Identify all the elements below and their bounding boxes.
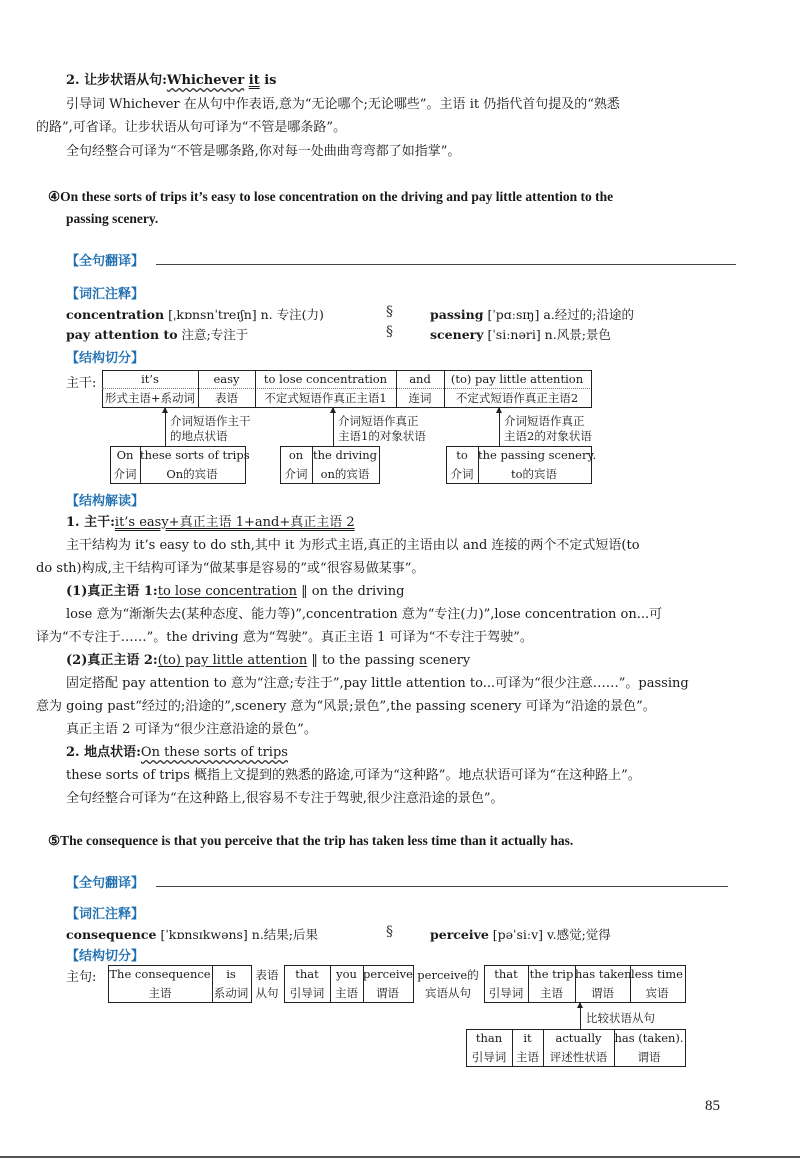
role: 表语 [255,968,279,982]
note: 介词短语作真正 主语2的对象状语 [504,414,592,443]
paragraph: 译为“不专注于……”。the driving 意为“驾驶”。真正主语 1 可译为“不专注于驾驶”。 [36,630,533,645]
answer-line [156,886,728,887]
answer-line [156,264,736,265]
role: 主语 [516,1050,539,1064]
vocab-item: passing [ˈpɑːsɪŋ] a.经过的;沿途的 [430,307,634,322]
divider-icon: § [386,324,393,340]
sub-role: on的宾语 [320,467,370,481]
sentence-number: ④ [48,189,61,204]
note: 比较状语从句 [586,1011,655,1025]
vocab-item: consequence [ˈkɒnsɪkwəns] n.结果;后果 [66,927,319,942]
cell: that [295,967,319,981]
paragraph: lose 意为“渐渐失去(某种态度、能力等)”,concentration 意为“专注(力)”,lose concentration on...可 [66,607,663,622]
divider-icon: § [386,924,393,940]
explain-main: 1. 主干:it’s easy+真正主语 1+and+真正主语 2 [66,515,355,530]
paragraph: do sth)构成,主干结构可译为“做某事是容易的”或“很容易做某事”。 [36,561,425,576]
cell: it [523,1031,532,1045]
cell: that [494,967,518,981]
paragraph: 真正主语 2 可译为“很少注意沿途的景色”。 [66,722,317,737]
role: 从句 [255,986,279,1000]
main-cell: to lose concentration [263,372,388,386]
note: 介词短语作真正 主语1的对象状语 [338,414,426,443]
sub-role: to的宾语 [510,467,558,481]
divider-icon: § [386,304,393,320]
paragraph: 意为 going past“经过的;沿途的”,scenery 意为“风景;景色”,the passing scenery 可译为“沿途的景色”。 [36,699,656,714]
paragraph: 的路”,可省译。让步状语从句可译为“不管是哪条路”。 [36,120,347,135]
cell: than [475,1031,503,1045]
sub-cell: the driving [313,448,377,462]
sub-cell: on [288,448,304,462]
paragraph: these sorts of trips 概指上文提到的熟悉的路途,可译为“这种路”。地点状语可译为“在这种路上”。 [66,768,641,783]
sentence-4: ④On these sorts of trips it’s easy to lose concentration on the driving and pay little attention to the [48,189,614,204]
vocab-item: perceive [pəˈsiːv] v.感觉;觉得 [430,927,611,942]
sentence-4-line2: passing scenery. [66,211,159,226]
role: 评述性状语 [549,1050,608,1064]
tag-translation: 【全句翻译】 [66,254,145,269]
tag-explain: 【结构解读】 [66,494,145,509]
sentence-number: ⑤ [48,833,61,848]
arrow [499,408,500,446]
explain-subject1: (1)真正主语 1:to lose concentration ‖ on the driving [66,584,405,599]
note: 介词短语作主干 的地点状语 [170,414,251,443]
heading-concessive-clause: 2. 让步状语从句:Whichever it is [66,73,277,88]
paragraph: 固定搭配 pay attention to 意为“注意;专注于”,pay little attention to...可译为“很少注意……”。passing [66,676,689,691]
tag-vocab: 【词汇注释】 [66,287,145,302]
sub-cell: these sorts of trips [140,448,250,462]
bottom-rule [0,1156,800,1158]
sub-cell: the passing scenery. [478,448,597,462]
role: 引导词 [471,1050,507,1064]
role: 谓语 [637,1050,661,1064]
role: 引导词 [488,986,524,1000]
vocab-item: concentration [ˌkɒnsnˈtreɪʃn] n. 专注(力) [66,307,324,322]
cell: has (taken). [614,1031,684,1045]
role: 宾语从句 [425,986,471,1000]
tag-translation: 【全句翻译】 [66,876,145,891]
arrow [580,1003,581,1029]
sub-role: On的宾语 [166,467,218,481]
sub-role: 介词 [450,467,474,481]
cell: actually [555,1031,602,1045]
main-cell: and [409,372,431,386]
sub-role: 介词 [284,467,308,481]
sub-role: 介词 [113,467,137,481]
main-role: 不定式短语作真正主语1 [264,391,387,405]
role: 宾语 [645,986,669,1000]
paragraph: 全句经整合可译为“在这种路上,很容易不专注于驾驶,很少注意沿途的景色”。 [66,791,504,806]
main-role: 连词 [408,391,432,405]
cell: less time [631,967,683,981]
role: 系动词 [213,986,249,1000]
cell: The consequence [109,967,211,981]
vocab-item: pay attention to 注意;专注于 [66,327,249,342]
main-cell: easy [213,372,240,386]
sentence-5: ⑤The consequence is that you perceive that the trip has taken less time than it actually has. [48,833,574,848]
role: perceive的 [417,968,479,982]
tag-structure: 【结构切分】 [66,949,145,964]
main-role: 表语 [215,391,238,405]
role: 引导词 [289,986,325,1000]
vocab-item: scenery [ˈsiːnəri] n.风景;景色 [430,327,611,342]
arrow [333,408,334,446]
main-role: 形式主语+系动词 [104,391,196,405]
main-cell: it’s [141,372,159,386]
role: 谓语 [376,986,399,1000]
arrow [165,408,166,446]
cell: has taken [575,967,632,981]
role: 主语 [335,986,358,1000]
cell: the trip [529,967,574,981]
tag-structure: 【结构切分】 [66,351,145,366]
main-role: 不定式短语作真正主语2 [455,391,579,405]
paragraph: 引导词 Whichever 在从句中作表语,意为“无论哪个;无论哪些”。主语 it 仍指代首句提及的“熟悉 [66,97,620,112]
cell: you [336,967,357,981]
paragraph: 全句经整合可译为“不管是哪条路,你对每一处曲曲弯弯都了如指掌”。 [66,144,461,159]
explain-adverbial: 2. 地点状语:On these sorts of trips [66,745,288,760]
page-number: 85 [705,1098,720,1114]
sub-cell: On [116,448,134,462]
main-cell: (to) pay little attention [450,372,584,386]
role: 主语 [540,986,563,1000]
main-label: 主句: [66,970,97,985]
cell: is [226,967,236,981]
main-label: 主干: [66,376,97,391]
cell: perceive [363,967,413,981]
tag-vocab: 【词汇注释】 [66,907,145,922]
sub-cell: to [456,448,468,462]
explain-subject2: (2)真正主语 2:(to) pay little attention ‖ to the passing scenery [66,653,471,668]
role: 主语 [148,986,172,1000]
paragraph: 主干结构为 it’s easy to do sth,其中 it 为形式主语,真正的主语由以 and 连接的两个不定式短语(to [66,538,640,553]
role: 谓语 [591,986,614,1000]
